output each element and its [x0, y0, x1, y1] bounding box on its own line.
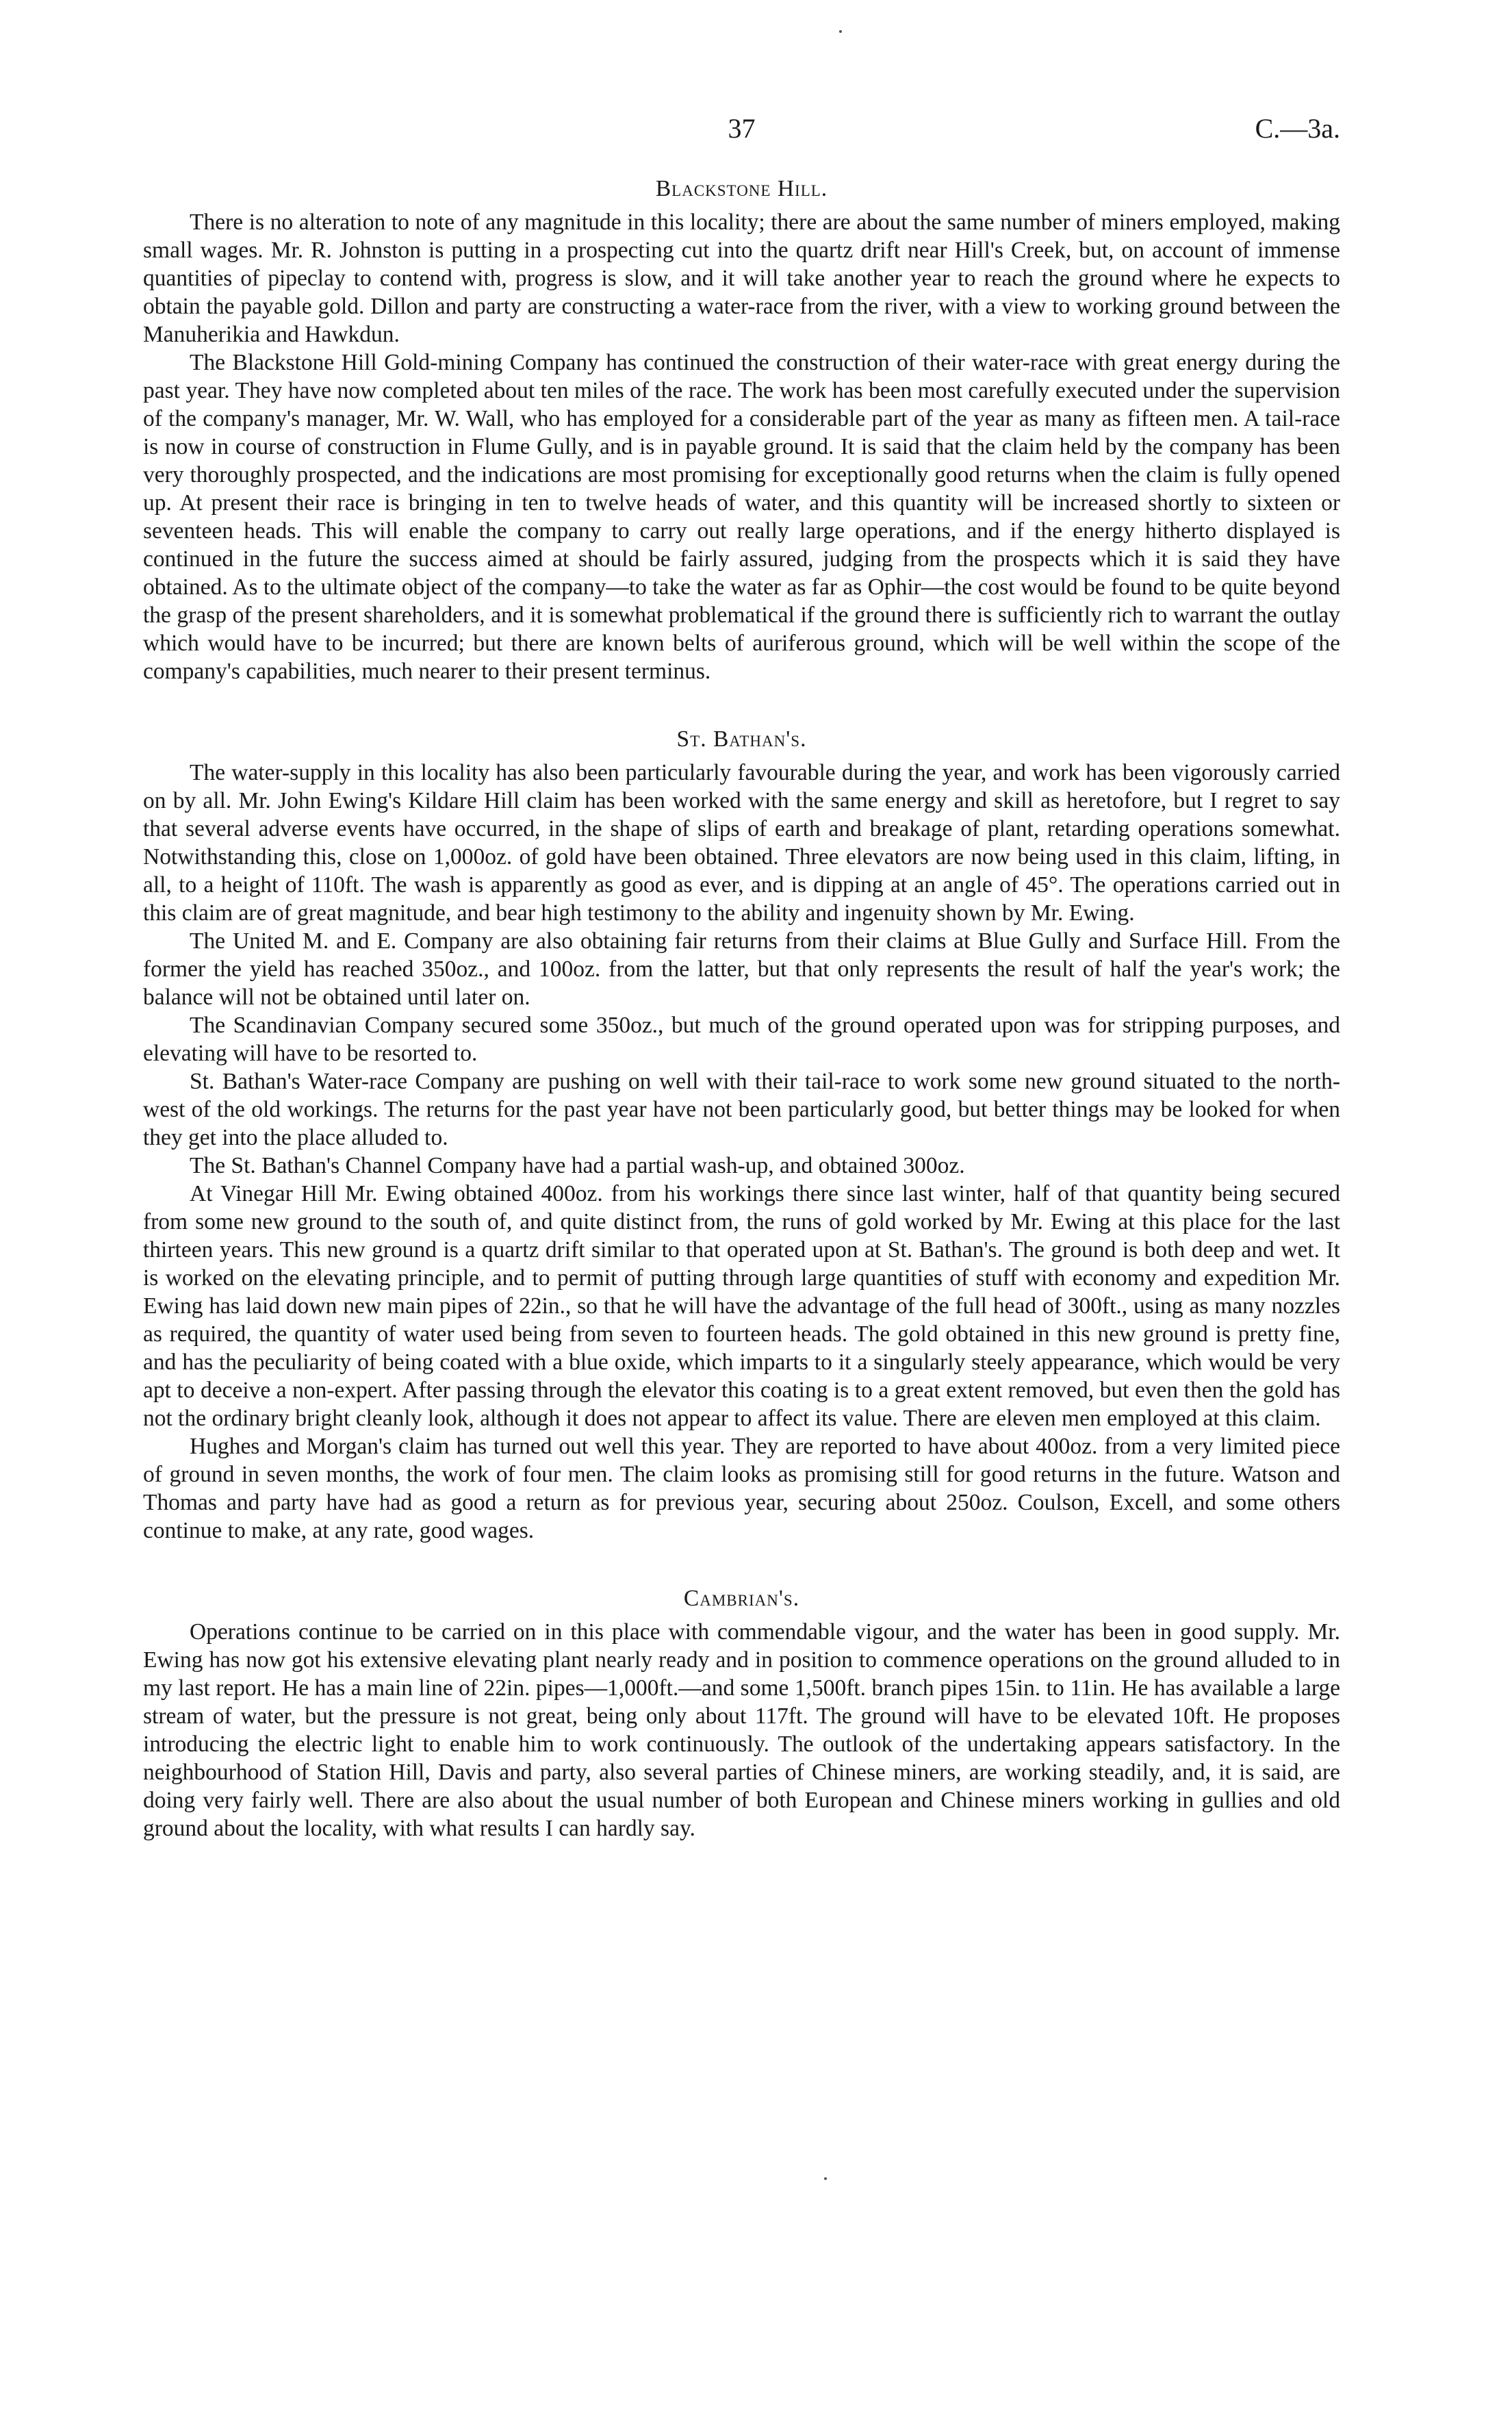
paragraph: The Blackstone Hill Gold-mining Company has continued the construction of their water-race with great energy during the past year. They have now completed about ten miles of the race. The work has been most carefully executed under the supervision of the company's manager, Mr. W. Wall, who has employed for a considerable part of the year as many as fifteen men. A tail-race is now in course of construction in Flume Gully, and is in payable ground. It is said that the claim held by the company has been very thoroughly prospected, and the indications are most promising for exceptionally good returns when the claim is fully opened up. At present their race is bringing in ten to twelve heads of water, and this quantity will be increased shortly to sixteen or seventeen heads. This will enable the company to carry out really large operations, and if the energy hitherto displayed is continued in the future the success aimed at should be fairly assured, judging from the prospects which it is said they have obtained. As to the ultimate object of the company—to take the water as far as Ophir—the cost would be found to be quite beyond the grasp of the present shareholders, and it is somewhat problematical if the ground there is sufficiently rich to warrant the outlay which would have to be incurred; but there are known belts of auriferous ground, which will be well within the scope of the company's capabilities, much nearer to their present terminus.: [143, 350, 1340, 684]
paragraph: There is no alteration to note of any magnitude in this locality; there are about the same number of miners employed, making small wages. Mr. R. Johnston is putting in a prospecting cut into the quartz drift near Hill's Creek, but, on account of immense quantities of pipeclay to contend with, progress is slow, and it will take another year to reach the ground where he expects to obtain the payable gold. Dillon and party are constructing a water-race from the river, with a view to working ground between the Manuherikia and Hawkdun.: [143, 210, 1340, 347]
paragraph: Hughes and Morgan's claim has turned out well this year. They are reported to have about 400oz. from a very limited piece of ground in seven months, the work of four men. The claim looks as promising still for good returns in the future. Watson and Thomas and party have had as good a return as for previous year, securing about 250oz. Coulson, Excell, and some others continue to make, at any rate, good wages.: [143, 1434, 1340, 1543]
section-heading: St. Bathan's.: [676, 726, 807, 752]
section-heading: Blackstone Hill.: [655, 176, 828, 201]
section-cambrians: [143, 1584, 1340, 1842]
document-reference: C.—3a.: [1255, 113, 1340, 144]
page-body: [143, 175, 1340, 1842]
paragraph: The United M. and E. Company are also obtaining fair returns from their claims at Blue Gully and Surface Hill. From the former the yield has reached 350oz., and 100oz. from the latter, but that only represents the result of half the year's work; the balance will not be obtained until later on.: [143, 928, 1340, 1010]
paragraph: At Vinegar Hill Mr. Ewing obtained 400oz. from his workings there since last winter, half of that quantity being secured from some new ground to the south of, and quite distinct from, the runs of gold worked by Mr. Ewing at this place for the last thirteen years. This new ground is a quartz drift similar to that operated upon at St. Bathan's. The ground is both deep and wet. It is worked on the elevating principle, and to permit of putting through large quantities of stuff with economy and expedition Mr. Ewing has laid down new main pipes of 22in., so that he will have the advantage of the full head of 300ft., using as many nozzles as required, the quantity of water used being from seven to fourteen heads. The gold obtained in this new ground is pretty fine, and has the peculiarity of being coated with a blue oxide, which imparts to it a singularly steely appearance, which would be very apt to deceive a non-expert. After passing through the elevator this coating is to a great extent removed, but even then the gold has not the ordinary bright cleanly look, although it does not appear to affect its value. There are eleven men employed at this claim.: [143, 1181, 1340, 1431]
paragraph: Operations continue to be carried on in this place with commendable vigour, and the water has been in good supply. Mr. Ewing has now got his extensive elevating plant nearly ready and in position to commence operations on the ground alluded to in my last report. He has a main line of 22in. pipes—1,000ft.—and some 1,500ft. branch pipes 15in. to 11in. He has available a large stream of water, but the pressure is not great, being only about 117ft. The ground will have to be elevated 10ft. He proposes introducing the electric light to enable him to work continuously. The outlook of the undertaking appears satisfactory. In the neighbourhood of Station Hill, Davis and party, also several parties of Chinese miners, are working steadily, and, it is said, are doing very fairly well. There are also about the usual number of both European and Chinese miners working in gullies and old ground about the locality, with what results I can hardly say.: [143, 1619, 1340, 1841]
scan-speck: [824, 2177, 827, 2180]
page-number: 37: [728, 113, 756, 144]
section-st-bathans: [143, 725, 1340, 1545]
page-header: [143, 108, 1340, 149]
section-heading: Cambrian's.: [683, 1586, 800, 1611]
section-blackstone-hill: [143, 175, 1340, 685]
scan-speck: [839, 30, 842, 33]
paragraph: The water-supply in this locality has also been particularly favourable during the year, and work has been vigorously carried on by all. Mr. John Ewing's Kildare Hill claim has been worked with the same energy and skill as heretofore, but I regret to say that several adverse events have occurred, in the shape of slips of earth and breakage of plant, retarding operations somewhat. Notwithstanding this, close on 1,000oz. of gold have been obtained. Three elevators are now being used in this claim, lifting, in all, to a height of 110ft. The wash is apparently as good as ever, and is dipping at an angle of 45°. The operations carried out in this claim are of great magnitude, and bear high testimony to the ability and ingenuity shown by Mr. Ewing.: [143, 760, 1340, 926]
paragraph: The Scandinavian Company secured some 350oz., but much of the ground operated upon was for stripping purposes, and elevating will have to be resorted to.: [143, 1013, 1340, 1066]
paragraph: St. Bathan's Water-race Company are pushing on well with their tail-race to work some new ground situated to the north-west of the old workings. The returns for the past year have not been particularly good, but better things may be looked for when they get into the place alluded to.: [143, 1069, 1340, 1150]
paragraph: The St. Bathan's Channel Company have had a partial wash-up, and obtained 300oz.: [190, 1153, 965, 1178]
